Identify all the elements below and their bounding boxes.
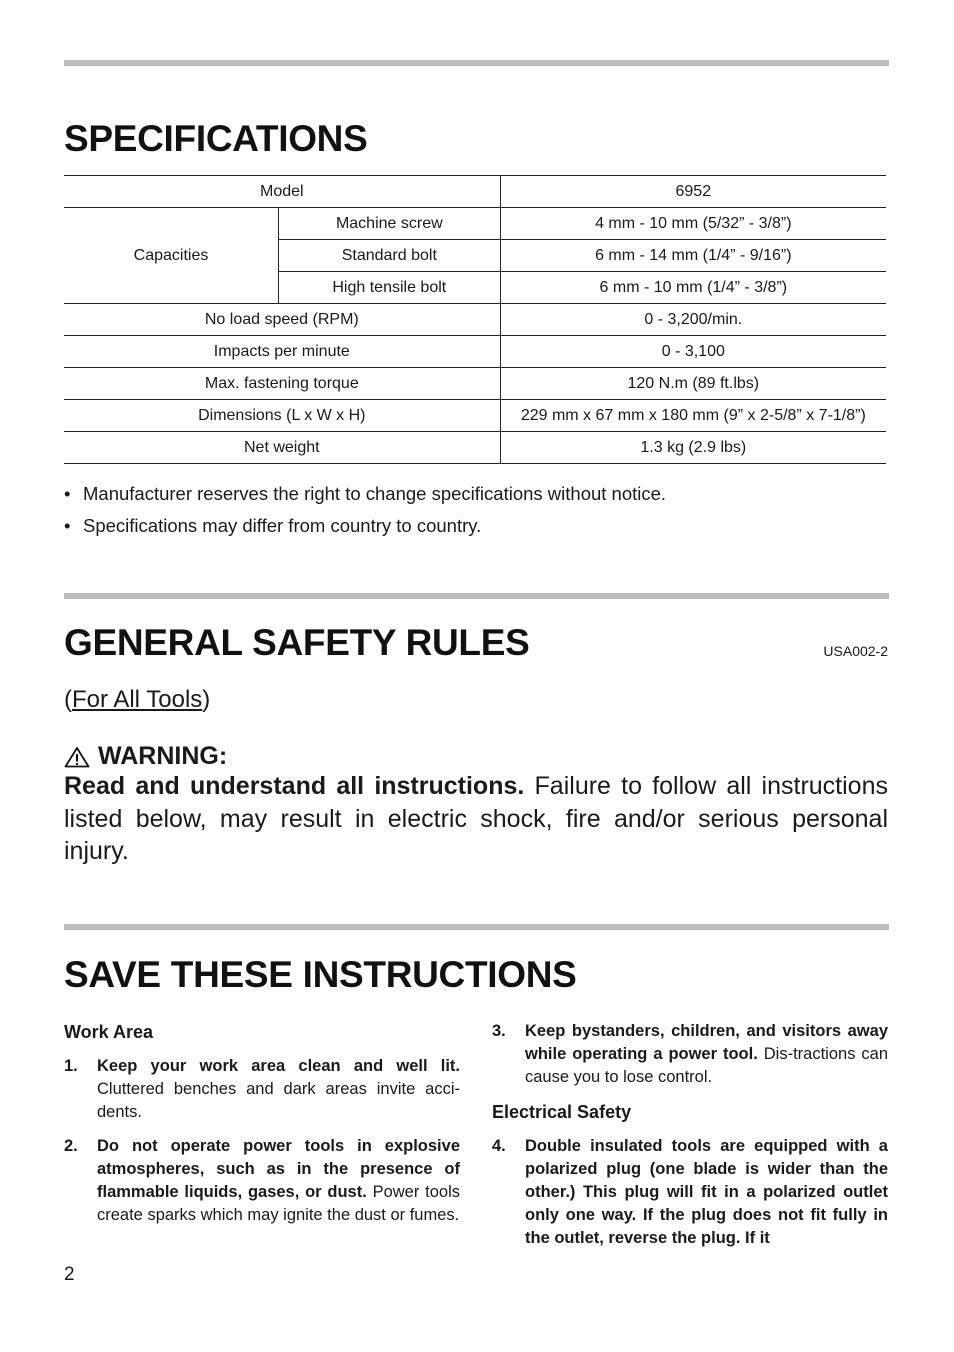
- table-row: [64, 304, 886, 336]
- page-number: 2: [64, 1264, 75, 1285]
- item-bold: Keep bystanders, children, and visitors away while operating a power tool.: [525, 1022, 888, 1063]
- spec-notes: [64, 480, 666, 544]
- list-item: [64, 512, 666, 544]
- specifications-title: SPECIFICATIONS: [64, 118, 368, 159]
- list-item: [64, 1055, 460, 1124]
- capacity-label: Standard bolt: [279, 240, 501, 272]
- list-item: [64, 480, 666, 512]
- table-row: [64, 432, 886, 464]
- warning-icon: [64, 746, 90, 768]
- capacity-label: High tensile bolt: [279, 272, 501, 304]
- note-text: Manufacturer reserves the right to change specifications without notice.: [83, 483, 667, 504]
- bullet: •: [64, 515, 71, 536]
- capacity-label: Machine screw: [279, 208, 501, 240]
- safety-title: GENERAL SAFETY RULES: [64, 622, 530, 663]
- item-number: 1.: [64, 1057, 78, 1075]
- list-item: [64, 1135, 460, 1227]
- spec-value: 120 N.m (89 ft.lbs): [500, 368, 886, 400]
- table-row: [64, 336, 886, 368]
- spec-label: Net weight: [64, 432, 500, 464]
- spec-label: Max. fastening torque: [64, 368, 500, 400]
- top-divider: [64, 60, 889, 66]
- capacity-value: 6 mm - 10 mm (1/4” - 3/8”): [500, 272, 886, 304]
- model-label: Model: [64, 176, 500, 208]
- table-row: [64, 368, 886, 400]
- item-number: 4.: [492, 1137, 506, 1155]
- warning-body: Failure to follow all instructions listed below, may result in electric shock, fire and/or serious personal injury.: [64, 772, 888, 865]
- warning-label: WARNING:: [98, 742, 228, 770]
- note-text: Specifications may differ from country to country.: [83, 515, 482, 536]
- spec-value: 0 - 3,200/min.: [500, 304, 886, 336]
- item-text: Power tools create sparks which may ignite the dust or fumes.: [97, 1183, 460, 1224]
- bullet: •: [64, 483, 71, 504]
- item-text: Dis-tractions can cause you to lose control.: [525, 1045, 888, 1086]
- paren-open: (: [64, 686, 72, 713]
- table-row: [64, 400, 886, 432]
- table-row: [64, 208, 886, 240]
- document-code: USA002-2: [823, 643, 888, 659]
- item-number: 2.: [64, 1137, 78, 1155]
- spec-value: 1.3 kg (2.9 lbs): [500, 432, 886, 464]
- spec-value: 229 mm x 67 mm x 180 mm (9” x 2-5/8” x 7-1/8”): [500, 400, 886, 432]
- save-title: SAVE THESE INSTRUCTIONS: [64, 954, 577, 995]
- paren-close: ): [202, 686, 211, 713]
- subtitle-text: For All Tools: [72, 686, 203, 713]
- capacity-value: 4 mm - 10 mm (5/32” - 3/8”): [500, 208, 886, 240]
- spec-value: 0 - 3,100: [500, 336, 886, 368]
- capacity-value: 6 mm - 14 mm (1/4” - 9/16”): [500, 240, 886, 272]
- table-row: [64, 176, 886, 208]
- item-bold: Keep your work area clean and well lit.: [97, 1057, 460, 1075]
- subtitle: [64, 686, 210, 714]
- warning-bold: Read and understand all instructions.: [64, 772, 525, 800]
- item-bold: Double insulated tools are equipped with a polarized plug (one blade is wider than the other.) This plug will fit in a polarized outlet only one way. If the plug does not fit fully in the outlet, reverse the plug. If it: [525, 1137, 888, 1247]
- warning-heading: [64, 742, 227, 771]
- left-column: [64, 1020, 460, 1238]
- electrical-safety-heading: Electrical Safety: [492, 1102, 632, 1122]
- item-text: Cluttered benches and dark areas invite acci-dents.: [97, 1080, 460, 1121]
- spec-label: Dimensions (L x W x H): [64, 400, 500, 432]
- list-item: [492, 1135, 888, 1250]
- spec-label: Impacts per minute: [64, 336, 500, 368]
- work-area-heading: Work Area: [64, 1022, 154, 1042]
- warning-text: [64, 770, 888, 868]
- right-column: [492, 1020, 888, 1261]
- specifications-table: [64, 175, 886, 464]
- model-value: 6952: [500, 176, 886, 208]
- list-item: [492, 1020, 888, 1089]
- spec-label: No load speed (RPM): [64, 304, 500, 336]
- item-number: 3.: [492, 1022, 506, 1040]
- section-divider: [64, 924, 889, 930]
- section-divider: [64, 593, 889, 599]
- capacities-label: Capacities: [64, 208, 279, 304]
- item-bold: Do not operate power tools in explosive atmospheres, such as in the presence of flammable liquids, gases, or dust.: [97, 1137, 460, 1201]
